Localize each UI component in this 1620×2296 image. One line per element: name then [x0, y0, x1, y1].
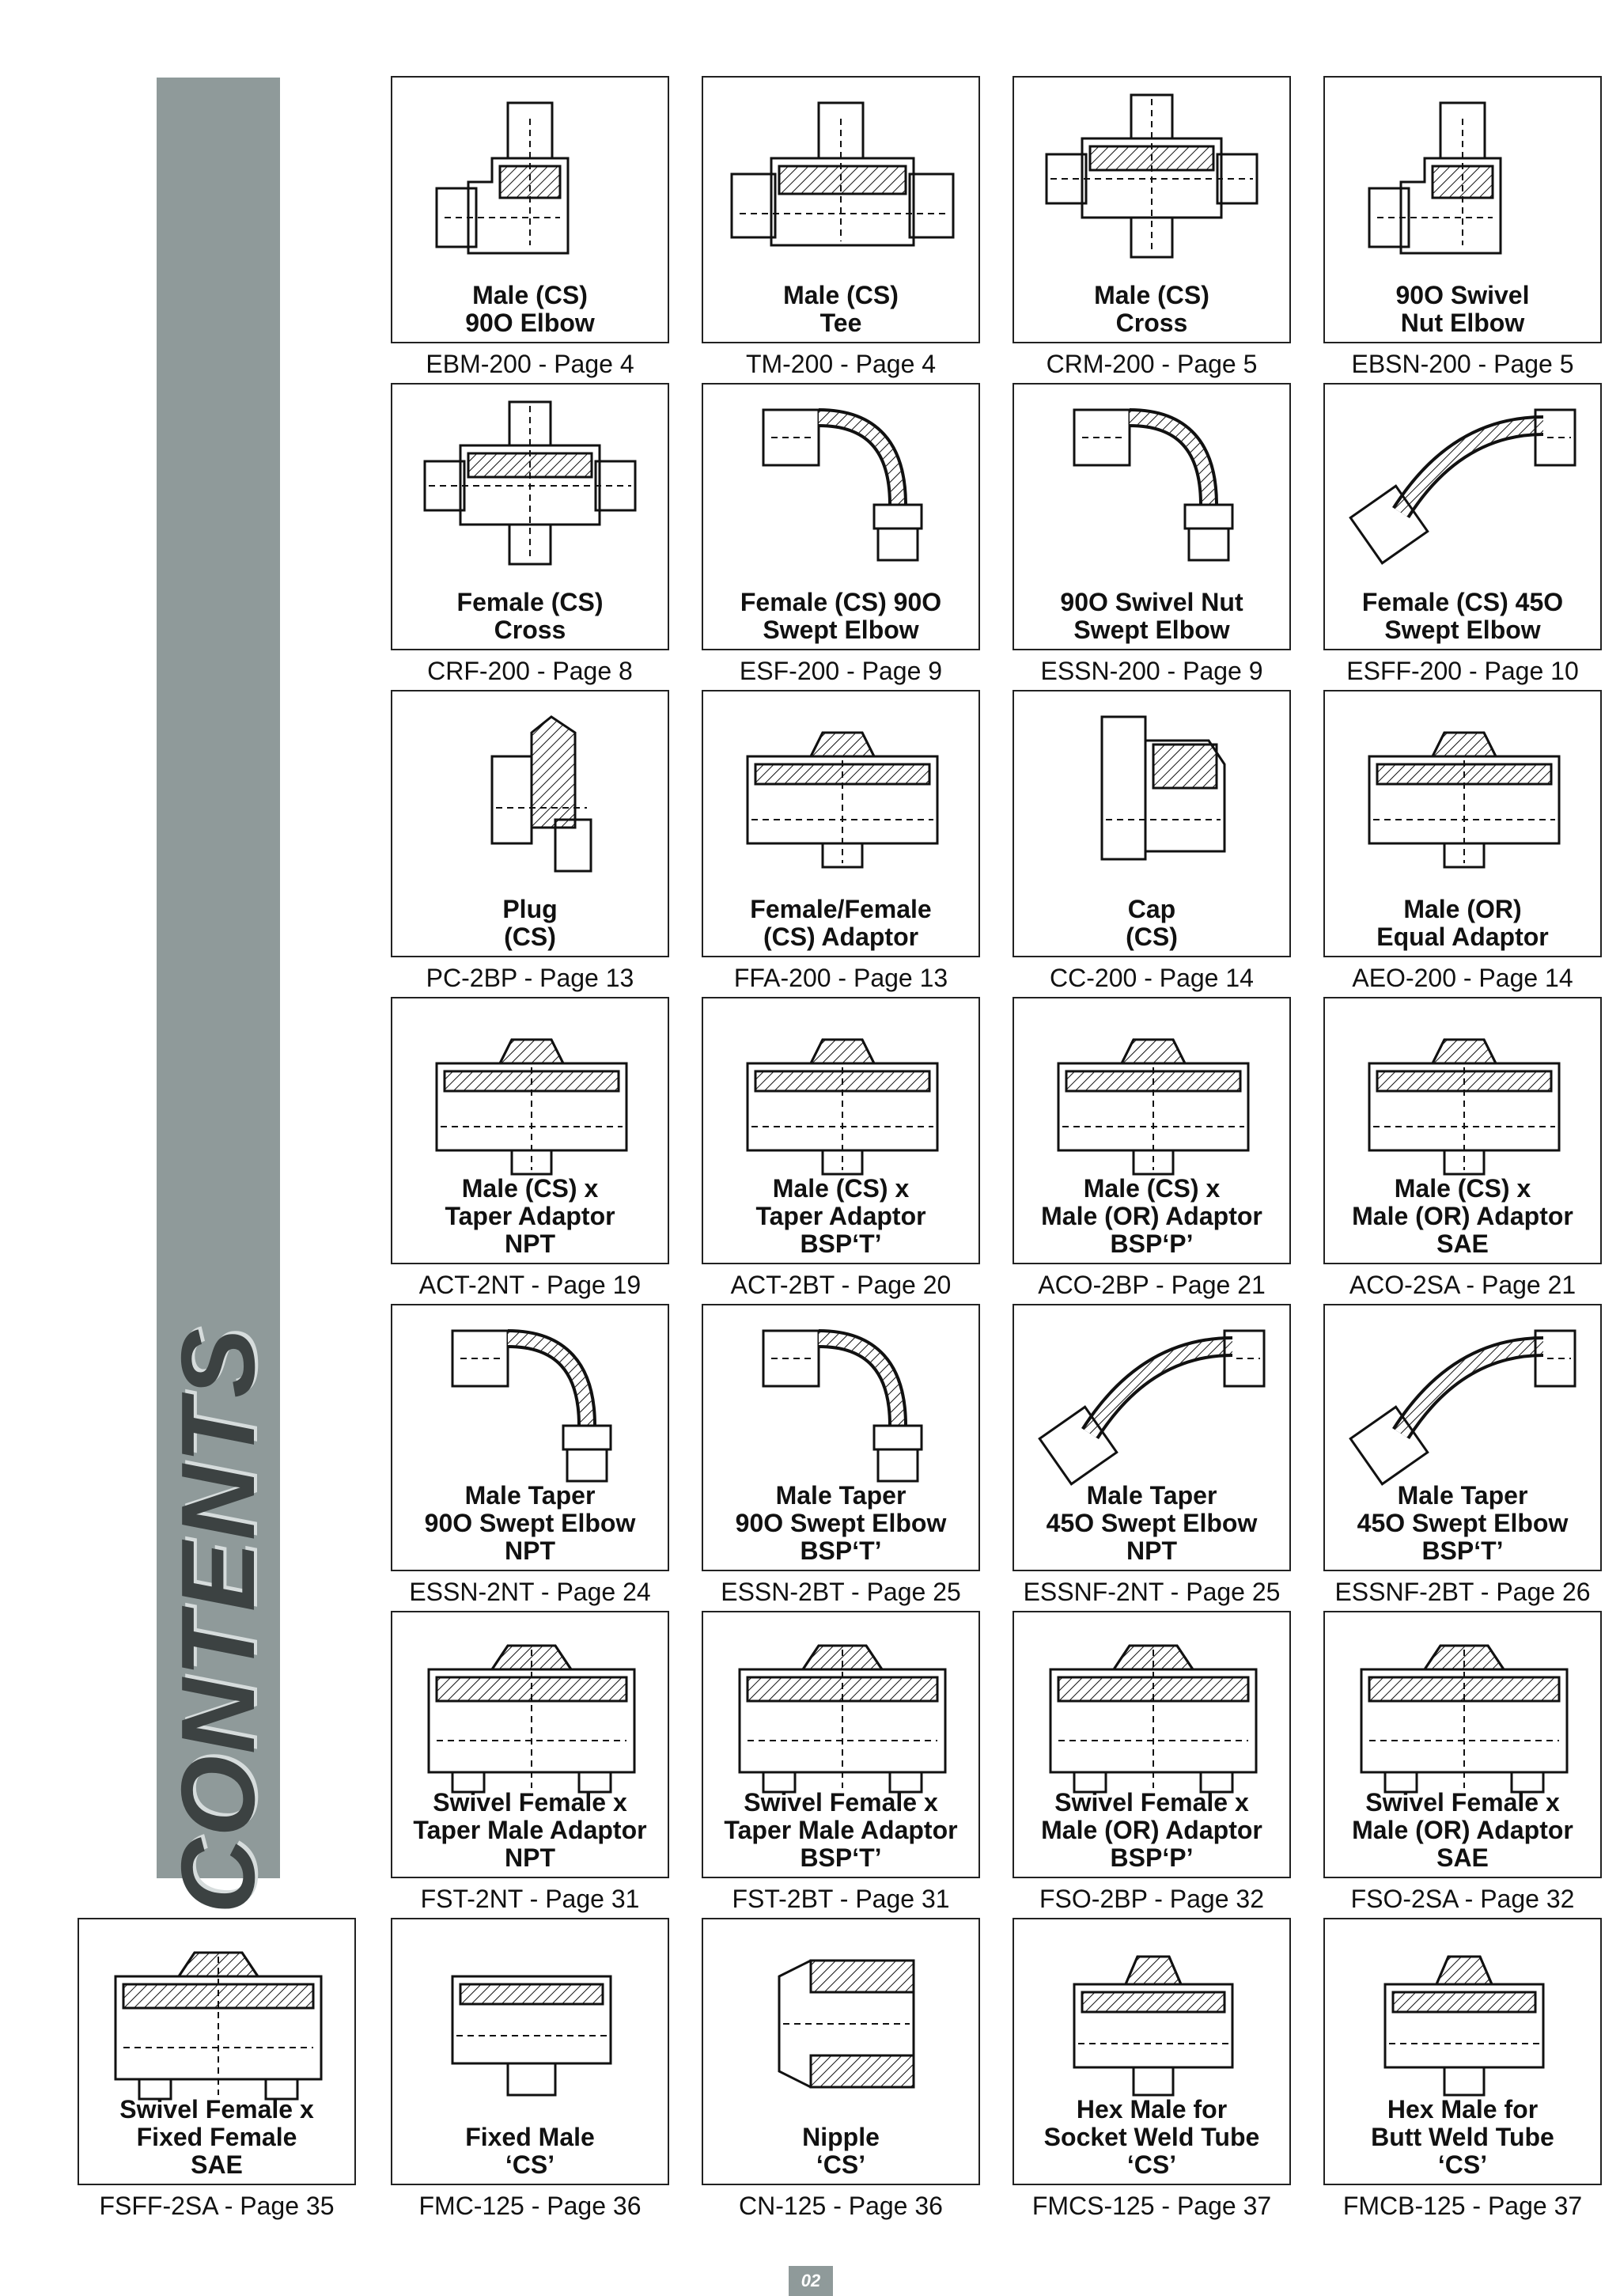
- fitting-card: [391, 1611, 669, 1878]
- fitting-name-line: BSP‘T’: [1421, 1536, 1504, 1565]
- cross-fitting-icon: [1027, 87, 1277, 260]
- fitting-name-line: BSP‘T’: [800, 1843, 882, 1872]
- contents-heading: CONTENTS: [160, 1327, 276, 1914]
- fitting-name-line: Male (CS) x: [461, 1174, 599, 1203]
- adaptor-fitting-icon: [1027, 1008, 1277, 1180]
- fitting-name-line: Swivel Female x: [744, 1788, 938, 1817]
- fitting-name-line: Female (CS): [456, 588, 604, 616]
- fitting-page-reference[interactable]: FMCS-125 - Page 37: [1031, 2192, 1272, 2220]
- fitting-name-line: Taper Adaptor: [755, 1202, 926, 1230]
- fitting-name-line: BSP‘P’: [1110, 1843, 1194, 1872]
- fitting-page-reference[interactable]: PC-2BP - Page 13: [426, 964, 634, 992]
- fitting-name-line: Butt Weld Tube: [1371, 2123, 1554, 2151]
- fitting-page-reference[interactable]: ACT-2NT - Page 19: [418, 1271, 642, 1299]
- swivel-adaptor-icon: [1027, 1622, 1277, 1794]
- adaptor-fitting-icon: [405, 1008, 655, 1180]
- fitting-name-line: Swivel Female x: [119, 2095, 314, 2124]
- fitting-card: [391, 76, 669, 343]
- fitting-name-line: NPT: [1126, 1536, 1177, 1565]
- fitting-name-line: Equal Adaptor: [1376, 923, 1549, 951]
- fitting-name: [703, 589, 978, 644]
- hex-male-icon: [1027, 1929, 1277, 2101]
- fitting-name: [1325, 589, 1600, 644]
- fitting-card: [1323, 690, 1602, 957]
- fitting-name-line: Plug: [502, 895, 558, 923]
- fitting-card: [702, 383, 980, 650]
- fitting-name-line: 90O Elbow: [465, 309, 595, 337]
- fitting-page-reference[interactable]: ESSNF-2NT - Page 25: [1023, 1578, 1281, 1606]
- fitting-name-line: 90O Swivel: [1395, 281, 1530, 309]
- fitting-name-line: 45O Swept Elbow: [1357, 1509, 1569, 1537]
- elbow-fitting-icon: [405, 87, 655, 260]
- fitting-name-line: Taper Adaptor: [445, 1202, 615, 1230]
- fitting-name-line: 90O Swept Elbow: [424, 1509, 636, 1537]
- fitting-name-line: (CS): [504, 923, 556, 951]
- fitting-page-reference[interactable]: CC-200 - Page 14: [1050, 964, 1254, 992]
- adaptor-fitting-icon: [1338, 701, 1588, 873]
- fitting-name: [392, 589, 668, 644]
- fitting-page-reference[interactable]: FST-2NT - Page 31: [420, 1885, 640, 1913]
- fitting-name: [703, 1482, 978, 1565]
- fitting-name-line: ‘CS’: [1437, 2150, 1488, 2179]
- fitting-page-reference[interactable]: ACT-2BT - Page 20: [730, 1271, 952, 1299]
- fitting-name-line: Male Taper: [464, 1481, 596, 1510]
- fitting-name-line: Hex Male for: [1076, 2095, 1228, 2124]
- fitting-page-reference[interactable]: ESFF-200 - Page 10: [1346, 657, 1579, 685]
- fitting-page-reference[interactable]: CN-125 - Page 36: [739, 2192, 943, 2220]
- fitting-name-line: Male (OR): [1403, 895, 1522, 923]
- fitting-name-line: Swept Elbow: [763, 616, 919, 644]
- fitting-name: [1325, 1175, 1600, 1258]
- fitting-card: [1323, 76, 1602, 343]
- fitting-page-reference[interactable]: ACO-2BP - Page 21: [1038, 1271, 1266, 1299]
- fixed-male-icon: [405, 1929, 655, 2101]
- fitting-page-reference[interactable]: ESSN-2BT - Page 25: [721, 1578, 961, 1606]
- elbow-fitting-icon: [1338, 87, 1588, 260]
- fitting-name: [392, 2124, 668, 2179]
- fitting-name-line: Male Taper: [775, 1481, 907, 1510]
- swivel-adaptor-icon: [716, 1622, 966, 1794]
- fitting-name-line: Male (OR) Adaptor: [1352, 1202, 1573, 1230]
- tee-fitting-icon: [716, 87, 966, 260]
- fitting-name-line: Swept Elbow: [1073, 616, 1230, 644]
- fitting-name: [1014, 282, 1289, 337]
- adaptor-fitting-icon: [716, 701, 966, 873]
- fitting-page-reference[interactable]: FSFF-2SA - Page 35: [99, 2192, 335, 2220]
- nipple-fitting-icon: [716, 1929, 966, 2101]
- fitting-name-line: Male (CS) x: [1083, 1174, 1221, 1203]
- fitting-name: [392, 896, 668, 951]
- fitting-name-line: Taper Male Adaptor: [724, 1816, 958, 1844]
- fitting-name-line: Taper Male Adaptor: [413, 1816, 647, 1844]
- fitting-page-reference[interactable]: FSO-2BP - Page 32: [1039, 1885, 1264, 1913]
- fitting-name: [1325, 2096, 1600, 2179]
- fitting-name-line: ‘CS’: [816, 2150, 866, 2179]
- adaptor-fitting-icon: [1338, 1008, 1588, 1180]
- swept-elbow-icon: [405, 1315, 655, 1487]
- fitting-page-reference[interactable]: CRM-200 - Page 5: [1046, 350, 1258, 378]
- fitting-name: [703, 2124, 978, 2179]
- fitting-card: [1012, 1918, 1291, 2185]
- fitting-name-line: Swivel Female x: [1365, 1788, 1560, 1817]
- fitting-name-line: Fixed Male: [465, 2123, 595, 2151]
- fitting-name-line: Male (CS): [783, 281, 899, 309]
- fitting-card: [1012, 76, 1291, 343]
- swivel-adaptor-icon: [405, 1622, 655, 1794]
- fitting-page-reference[interactable]: ESF-200 - Page 9: [739, 657, 943, 685]
- fitting-name-line: Male (CS): [1094, 281, 1209, 309]
- swivel-adaptor-icon: [1338, 1622, 1588, 1794]
- fitting-name-line: Male (OR) Adaptor: [1352, 1816, 1573, 1844]
- fitting-card: [391, 383, 669, 650]
- fitting-name: [703, 282, 978, 337]
- fitting-name: [1325, 1789, 1600, 1872]
- fitting-name-line: Female (CS) 90O: [740, 588, 942, 616]
- fitting-name: [1014, 589, 1289, 644]
- fitting-card: [1012, 1304, 1291, 1571]
- swept-elbow-icon: [1027, 394, 1277, 566]
- fitting-name: [1325, 896, 1600, 951]
- fitting-name: [392, 1789, 668, 1872]
- fitting-card: [78, 1918, 356, 2185]
- fitting-name: [1325, 1482, 1600, 1565]
- fitting-name-line: (CS) Adaptor: [763, 923, 919, 951]
- fitting-page-reference[interactable]: CRF-200 - Page 8: [427, 657, 633, 685]
- fitting-name-line: Female (CS) 45O: [1361, 588, 1564, 616]
- fitting-name: [1325, 282, 1600, 337]
- fitting-page-reference[interactable]: ESSN-2NT - Page 24: [409, 1578, 651, 1606]
- fitting-name-line: NPT: [505, 1536, 555, 1565]
- fitting-name: [1014, 896, 1289, 951]
- swept-elbow-icon: [716, 394, 966, 566]
- fitting-name: [392, 1482, 668, 1565]
- fitting-card: [702, 690, 980, 957]
- fitting-page-reference[interactable]: FMC-125 - Page 36: [418, 2192, 642, 2220]
- fitting-page-reference[interactable]: FSO-2SA - Page 32: [1350, 1885, 1575, 1913]
- fitting-name: [392, 1175, 668, 1258]
- fitting-page-reference[interactable]: ESSN-200 - Page 9: [1040, 657, 1263, 685]
- fitting-card: [391, 690, 669, 957]
- fitting-card: [391, 1304, 669, 1571]
- fitting-name: [79, 2096, 354, 2179]
- fitting-card: [1012, 1611, 1291, 1878]
- fitting-card: [1323, 383, 1602, 650]
- fitting-card: [1323, 1611, 1602, 1878]
- fitting-name-line: Swivel Female x: [433, 1788, 627, 1817]
- swept-elbow-icon: [716, 1315, 966, 1487]
- fitting-name-line: 45O Swept Elbow: [1046, 1509, 1258, 1537]
- fitting-name-line: (CS): [1126, 923, 1178, 951]
- fitting-page-reference[interactable]: ACO-2SA - Page 21: [1349, 1271, 1576, 1299]
- hex-male-icon: [1338, 1929, 1588, 2101]
- fitting-card: [1323, 1304, 1602, 1571]
- fitting-card: [1012, 690, 1291, 957]
- fitting-name-line: Tee: [819, 309, 862, 337]
- swept-elbow-45-icon: [1027, 1315, 1277, 1487]
- fitting-page-reference[interactable]: FMCB-125 - Page 37: [1342, 2192, 1583, 2220]
- fitting-card: [391, 997, 669, 1264]
- cross-fitting-icon: [405, 394, 655, 566]
- plug-fitting-icon: [405, 701, 655, 873]
- fitting-card: [702, 76, 980, 343]
- fitting-name-line: 90O Swept Elbow: [735, 1509, 947, 1537]
- swivel-adaptor-icon: [92, 1929, 342, 2101]
- fitting-name: [1014, 1482, 1289, 1565]
- fitting-card: [391, 1918, 669, 2185]
- fitting-name-line: Male (CS): [472, 281, 588, 309]
- fitting-name-line: 90O Swivel Nut: [1060, 588, 1243, 616]
- adaptor-fitting-icon: [716, 1008, 966, 1180]
- fitting-card: [702, 1918, 980, 2185]
- fitting-name-line: Male Taper: [1397, 1481, 1528, 1510]
- cap-fitting-icon: [1027, 701, 1277, 873]
- fitting-card: [702, 1611, 980, 1878]
- fitting-name: [1014, 1175, 1289, 1258]
- fitting-name-line: ‘CS’: [1126, 2150, 1177, 2179]
- swept-elbow-45-icon: [1338, 394, 1588, 566]
- fitting-card: [1323, 997, 1602, 1264]
- fitting-name-line: Swept Elbow: [1384, 616, 1541, 644]
- fitting-name-line: ‘CS’: [505, 2150, 555, 2179]
- fitting-name-line: NPT: [505, 1843, 555, 1872]
- fitting-page-reference[interactable]: EBSN-200 - Page 5: [1351, 350, 1574, 378]
- fitting-name-line: Fixed Female: [136, 2123, 297, 2151]
- fitting-page-reference[interactable]: ESSNF-2BT - Page 26: [1334, 1578, 1591, 1606]
- fitting-page-reference[interactable]: AEO-200 - Page 14: [1352, 964, 1573, 992]
- fitting-name-line: SAE: [1436, 1229, 1489, 1258]
- fitting-card: [1012, 997, 1291, 1264]
- swept-elbow-45-icon: [1338, 1315, 1588, 1487]
- fitting-name-line: Nipple: [802, 2123, 880, 2151]
- fitting-name-line: SAE: [1436, 1843, 1489, 1872]
- fitting-page-reference[interactable]: FST-2BT - Page 31: [732, 1885, 950, 1913]
- fitting-name-line: NPT: [505, 1229, 555, 1258]
- fitting-name-line: SAE: [191, 2150, 243, 2179]
- fitting-name: [1014, 2096, 1289, 2179]
- fitting-card: [702, 1304, 980, 1571]
- fitting-page-reference[interactable]: TM-200 - Page 4: [745, 350, 937, 378]
- fitting-name: [703, 1789, 978, 1872]
- fitting-name-line: Male (CS) x: [1394, 1174, 1531, 1203]
- fitting-name-line: BSP‘T’: [800, 1536, 882, 1565]
- fitting-name: [1014, 1789, 1289, 1872]
- fitting-name-line: Swivel Female x: [1054, 1788, 1249, 1817]
- fitting-name-line: BSP‘P’: [1110, 1229, 1194, 1258]
- fitting-card: [1012, 383, 1291, 650]
- fitting-name-line: Male (OR) Adaptor: [1041, 1202, 1262, 1230]
- fitting-name-line: Cap: [1127, 895, 1176, 923]
- fitting-name: [703, 896, 978, 951]
- fitting-name-line: Socket Weld Tube: [1043, 2123, 1260, 2151]
- fitting-name-line: Cross: [494, 616, 566, 644]
- fitting-name-line: Male Taper: [1086, 1481, 1217, 1510]
- fitting-card: [1323, 1918, 1602, 2185]
- fitting-name-line: Male (OR) Adaptor: [1041, 1816, 1262, 1844]
- fitting-card: [702, 997, 980, 1264]
- fitting-name-line: Cross: [1115, 309, 1188, 337]
- fitting-page-reference[interactable]: EBM-200 - Page 4: [426, 350, 634, 378]
- fitting-name-line: Hex Male for: [1387, 2095, 1539, 2124]
- fitting-name-line: Nut Elbow: [1400, 309, 1525, 337]
- page-number: 02: [789, 2266, 833, 2296]
- fitting-name-line: BSP‘T’: [800, 1229, 882, 1258]
- fitting-name: [392, 282, 668, 337]
- fitting-name: [703, 1175, 978, 1258]
- fitting-name-line: Male (CS) x: [772, 1174, 910, 1203]
- fitting-name-line: Female/Female: [750, 895, 932, 923]
- fitting-page-reference[interactable]: FFA-200 - Page 13: [733, 964, 948, 992]
